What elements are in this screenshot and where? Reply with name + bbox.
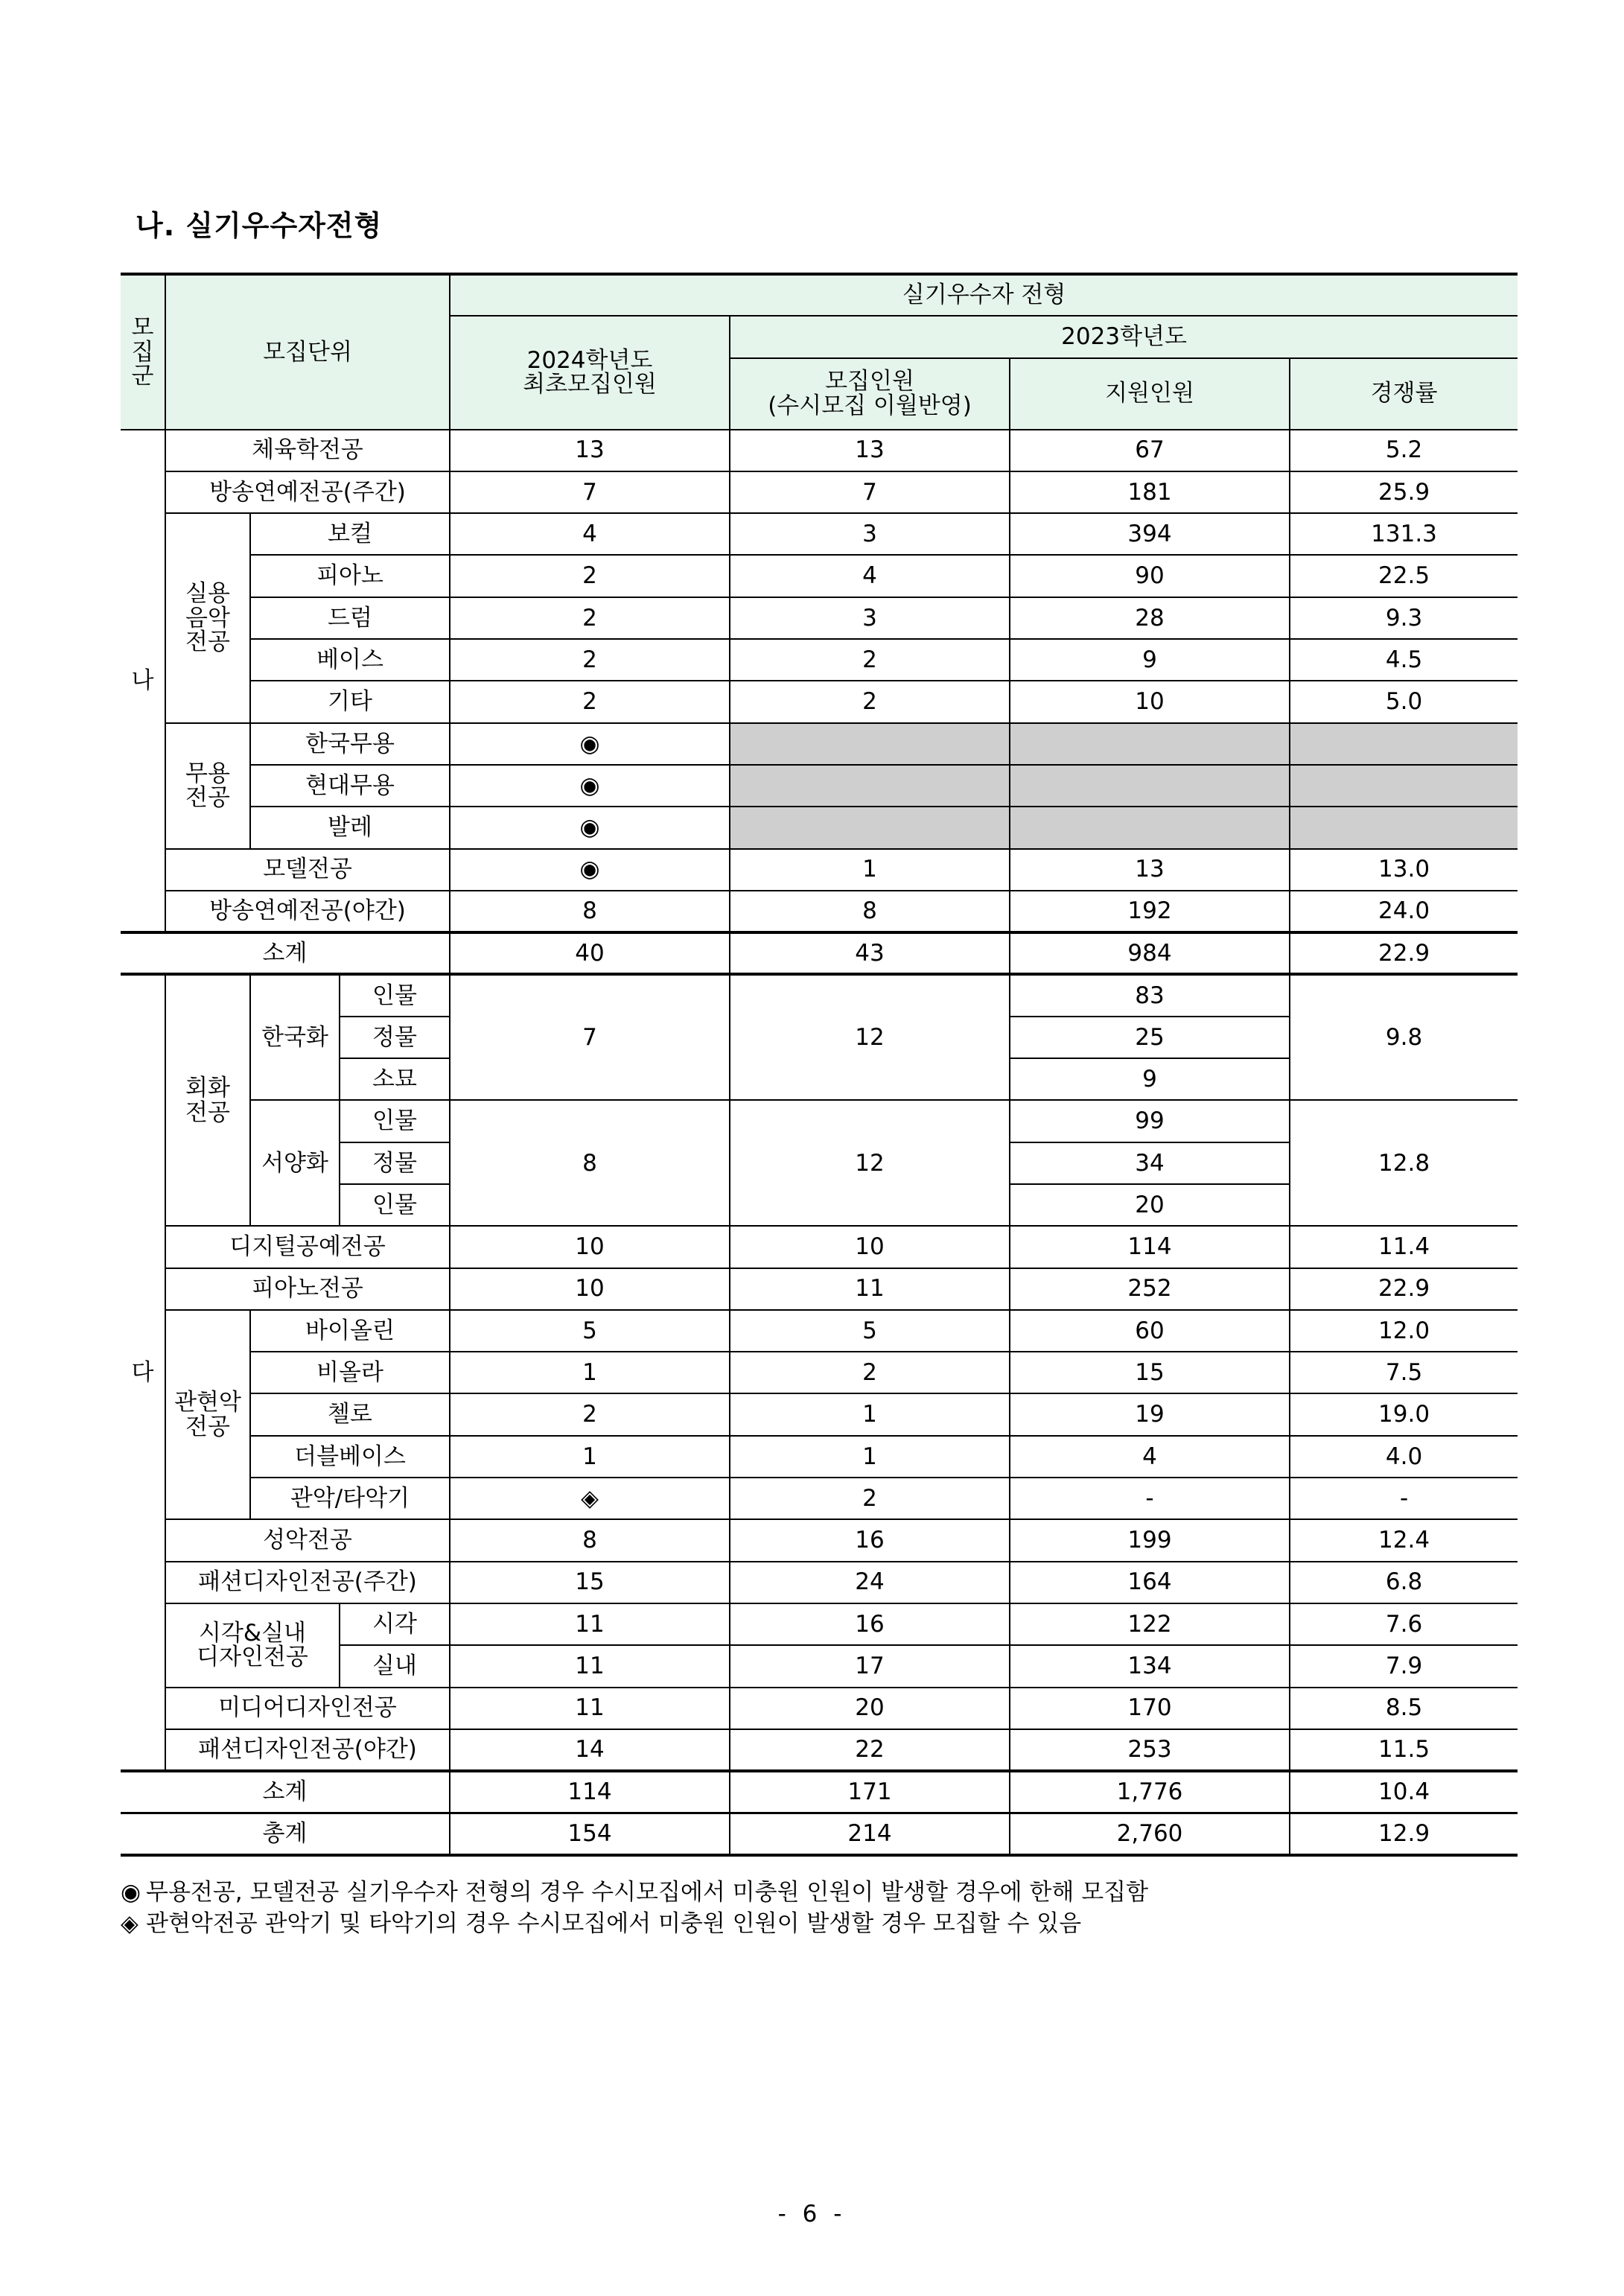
header-track: 실기우수자 전형 bbox=[450, 274, 1518, 316]
unit-name: 현대무용 bbox=[250, 765, 450, 807]
cell-recruit: 2 bbox=[730, 639, 1010, 681]
cell-ratio: 22.9 bbox=[1290, 932, 1518, 974]
cell-ratio: 9.8 bbox=[1290, 974, 1518, 1100]
cell-applicants: 15 bbox=[1010, 1352, 1290, 1393]
header-applicants: 지원인원 bbox=[1010, 358, 1290, 430]
cell-ratio: 22.9 bbox=[1290, 1268, 1518, 1310]
cell-empty bbox=[1290, 765, 1518, 807]
department-strings: 관현악 전공 bbox=[165, 1310, 250, 1519]
cell-recruit: 3 bbox=[730, 513, 1010, 555]
footnote-text: 무용전공, 모델전공 실기우수자 전형의 경우 수시모집에서 미충원 인원이 발생할 경우에 한해 모집함 bbox=[146, 1879, 1149, 1906]
table-row bbox=[121, 513, 1518, 555]
unit-name: 방송연예전공(야간) bbox=[165, 891, 450, 932]
cell-2024: 11 bbox=[450, 1645, 730, 1687]
header-recruit: 모집인원 (수시모집 이월반영) bbox=[730, 358, 1010, 430]
cell-ratio: 25.9 bbox=[1290, 471, 1518, 513]
unit-name: 인물 bbox=[340, 1184, 450, 1226]
cell-ratio: 5.2 bbox=[1290, 430, 1518, 471]
unit-name: 발레 bbox=[250, 807, 450, 848]
department-visual-interior: 시각&실내 디자인전공 bbox=[165, 1603, 340, 1688]
cell-recruit: 13 bbox=[730, 430, 1010, 471]
unit-name: 더블베이스 bbox=[250, 1436, 450, 1478]
cell-recruit: 1 bbox=[730, 1393, 1010, 1435]
footnote-1 bbox=[121, 1877, 1148, 1908]
cell-empty bbox=[1010, 765, 1290, 807]
unit-name: 미디어디자인전공 bbox=[165, 1688, 450, 1729]
table-row bbox=[121, 430, 1518, 471]
cell-2024: 40 bbox=[450, 932, 730, 974]
cell-empty bbox=[1290, 807, 1518, 848]
cell-applicants: 10 bbox=[1010, 681, 1290, 722]
sub-department-western: 서양화 bbox=[250, 1100, 340, 1226]
grand-total-row bbox=[121, 1813, 1518, 1854]
table-row bbox=[121, 1268, 1518, 1310]
cell-ratio: 24.0 bbox=[1290, 891, 1518, 932]
cell-2024: 8 bbox=[450, 1519, 730, 1561]
unit-name: 첼로 bbox=[250, 1393, 450, 1435]
department-applied-music: 실용 음악 전공 bbox=[165, 513, 250, 722]
cell-ratio: 10.4 bbox=[1290, 1771, 1518, 1813]
table-row bbox=[121, 1436, 1518, 1478]
cell-2024: 11 bbox=[450, 1603, 730, 1645]
table-row bbox=[121, 1688, 1518, 1729]
cell-recruit: 7 bbox=[730, 471, 1010, 513]
header-ratio: 경쟁률 bbox=[1290, 358, 1518, 430]
cell-ratio: - bbox=[1290, 1478, 1518, 1519]
cell-recruit: 24 bbox=[730, 1562, 1010, 1603]
cell-applicants: 192 bbox=[1010, 891, 1290, 932]
cell-applicants: 99 bbox=[1010, 1100, 1290, 1142]
cell-ratio: 6.8 bbox=[1290, 1562, 1518, 1603]
cell-ratio: 12.4 bbox=[1290, 1519, 1518, 1561]
unit-name: 방송연예전공(주간) bbox=[165, 471, 450, 513]
unit-name: 패션디자인전공(야간) bbox=[165, 1729, 450, 1771]
cell-recruit: 17 bbox=[730, 1645, 1010, 1687]
unit-name: 비올라 bbox=[250, 1352, 450, 1393]
cell-2024: 5 bbox=[450, 1310, 730, 1352]
cell-recruit: 43 bbox=[730, 932, 1010, 974]
department-dance: 무용 전공 bbox=[165, 723, 250, 849]
cell-recruit: 11 bbox=[730, 1268, 1010, 1310]
cell-empty bbox=[730, 807, 1010, 848]
cell-recruit: 214 bbox=[730, 1813, 1010, 1854]
cell-applicants: 9 bbox=[1010, 1058, 1290, 1100]
unit-name: 체육학전공 bbox=[165, 430, 450, 471]
cell-2024: 10 bbox=[450, 1268, 730, 1310]
cell-ratio: 12.8 bbox=[1290, 1100, 1518, 1226]
table-row bbox=[121, 891, 1518, 932]
cell-ratio: 8.5 bbox=[1290, 1688, 1518, 1729]
cell-recruit: 16 bbox=[730, 1603, 1010, 1645]
unit-name: 드럼 bbox=[250, 597, 450, 639]
cell-recruit: 171 bbox=[730, 1771, 1010, 1813]
cell-recruit: 3 bbox=[730, 597, 1010, 639]
cell-2024: 154 bbox=[450, 1813, 730, 1854]
cell-recruit: 12 bbox=[730, 974, 1010, 1100]
cell-2024: 2 bbox=[450, 597, 730, 639]
unit-name: 인물 bbox=[340, 1100, 450, 1142]
header-row-1 bbox=[121, 274, 1518, 316]
group-label-na: 나 bbox=[121, 430, 165, 933]
cell-2024: 114 bbox=[450, 1771, 730, 1813]
unit-name: 정물 bbox=[340, 1142, 450, 1184]
unit-name: 모델전공 bbox=[165, 849, 450, 891]
cell-2024: 13 bbox=[450, 430, 730, 471]
cell-applicants: 252 bbox=[1010, 1268, 1290, 1310]
table-row bbox=[121, 849, 1518, 891]
cell-empty bbox=[1010, 807, 1290, 848]
table-row bbox=[121, 1562, 1518, 1603]
cell-empty bbox=[730, 723, 1010, 765]
cell-2024: ◈ bbox=[450, 1478, 730, 1519]
cell-ratio: 7.9 bbox=[1290, 1645, 1518, 1687]
table-row bbox=[121, 1352, 1518, 1393]
page-number: - 6 - bbox=[777, 2201, 847, 2227]
cell-applicants: 984 bbox=[1010, 932, 1290, 974]
unit-name: 보컬 bbox=[250, 513, 450, 555]
unit-name: 실내 bbox=[340, 1645, 450, 1687]
cell-2024: ◉ bbox=[450, 765, 730, 807]
table-row bbox=[121, 974, 1518, 1016]
cell-applicants: 199 bbox=[1010, 1519, 1290, 1561]
cell-2024: 1 bbox=[450, 1352, 730, 1393]
table-row bbox=[121, 681, 1518, 722]
cell-recruit: 10 bbox=[730, 1226, 1010, 1268]
table-row bbox=[121, 1603, 1518, 1645]
table-row bbox=[121, 1393, 1518, 1435]
cell-2024: 7 bbox=[450, 471, 730, 513]
total-label: 총계 bbox=[121, 1813, 450, 1854]
table-row bbox=[121, 807, 1518, 848]
cell-applicants: 13 bbox=[1010, 849, 1290, 891]
unit-name: 기타 bbox=[250, 681, 450, 722]
cell-ratio: 12.0 bbox=[1290, 1310, 1518, 1352]
unit-name: 바이올린 bbox=[250, 1310, 450, 1352]
table-row bbox=[121, 765, 1518, 807]
circled-dot-icon: ◉ bbox=[121, 1879, 141, 1906]
cell-recruit: 2 bbox=[730, 1352, 1010, 1393]
cell-2024: ◉ bbox=[450, 807, 730, 848]
header-unit: 모집단위 bbox=[165, 274, 450, 430]
cell-ratio: 9.3 bbox=[1290, 597, 1518, 639]
admission-table bbox=[121, 273, 1518, 1857]
table-row bbox=[121, 639, 1518, 681]
cell-2024: 2 bbox=[450, 555, 730, 597]
table-row bbox=[121, 597, 1518, 639]
cell-ratio: 11.5 bbox=[1290, 1729, 1518, 1771]
cell-applicants: 1,776 bbox=[1010, 1771, 1290, 1813]
cell-recruit: 8 bbox=[730, 891, 1010, 932]
cell-applicants: 122 bbox=[1010, 1603, 1290, 1645]
cell-2024: 15 bbox=[450, 1562, 730, 1603]
cell-2024: 2 bbox=[450, 639, 730, 681]
cell-ratio: 4.5 bbox=[1290, 639, 1518, 681]
unit-name: 피아노 bbox=[250, 555, 450, 597]
footnotes bbox=[121, 1877, 1148, 1939]
subtotal-row-da bbox=[121, 1771, 1518, 1813]
header-2023: 2023학년도 bbox=[730, 316, 1518, 357]
cell-applicants: 170 bbox=[1010, 1688, 1290, 1729]
cell-empty bbox=[1010, 723, 1290, 765]
cell-applicants: - bbox=[1010, 1478, 1290, 1519]
table-row bbox=[121, 555, 1518, 597]
cell-applicants: 181 bbox=[1010, 471, 1290, 513]
unit-name: 베이스 bbox=[250, 639, 450, 681]
cell-applicants: 9 bbox=[1010, 639, 1290, 681]
table-row bbox=[121, 723, 1518, 765]
cell-applicants: 28 bbox=[1010, 597, 1290, 639]
cell-recruit: 5 bbox=[730, 1310, 1010, 1352]
cell-2024: 7 bbox=[450, 974, 730, 1100]
group-label-da: 다 bbox=[121, 974, 165, 1771]
cell-recruit: 16 bbox=[730, 1519, 1010, 1561]
header-group: 모 집 군 bbox=[121, 274, 165, 430]
unit-name: 성악전공 bbox=[165, 1519, 450, 1561]
cell-recruit: 22 bbox=[730, 1729, 1010, 1771]
cell-applicants: 34 bbox=[1010, 1142, 1290, 1184]
table-row bbox=[121, 1478, 1518, 1519]
cell-applicants: 394 bbox=[1010, 513, 1290, 555]
cell-applicants: 67 bbox=[1010, 430, 1290, 471]
unit-name: 피아노전공 bbox=[165, 1268, 450, 1310]
cell-recruit: 2 bbox=[730, 681, 1010, 722]
department-painting: 회화 전공 bbox=[165, 974, 250, 1226]
cell-2024: 2 bbox=[450, 1393, 730, 1435]
cell-ratio: 7.6 bbox=[1290, 1603, 1518, 1645]
subtotal-label: 소계 bbox=[121, 932, 450, 974]
cell-applicants: 253 bbox=[1010, 1729, 1290, 1771]
sub-department-korean: 한국화 bbox=[250, 974, 340, 1100]
cell-applicants: 25 bbox=[1010, 1017, 1290, 1058]
diamond-dot-icon: ◈ bbox=[121, 1910, 138, 1937]
cell-recruit: 12 bbox=[730, 1100, 1010, 1226]
table-row bbox=[121, 1310, 1518, 1352]
unit-name: 정물 bbox=[340, 1017, 450, 1058]
cell-recruit: 4 bbox=[730, 555, 1010, 597]
cell-applicants: 114 bbox=[1010, 1226, 1290, 1268]
footnote-text: 관현악전공 관악기 및 타악기의 경우 수시모집에서 미충원 인원이 발생할 경우 모집할 수 있음 bbox=[146, 1910, 1082, 1937]
unit-name: 인물 bbox=[340, 974, 450, 1016]
cell-2024: 11 bbox=[450, 1688, 730, 1729]
cell-2024: ◉ bbox=[450, 723, 730, 765]
cell-ratio: 7.5 bbox=[1290, 1352, 1518, 1393]
cell-empty bbox=[730, 765, 1010, 807]
cell-ratio: 131.3 bbox=[1290, 513, 1518, 555]
footnote-2 bbox=[121, 1908, 1148, 1939]
cell-2024: 10 bbox=[450, 1226, 730, 1268]
cell-applicants: 60 bbox=[1010, 1310, 1290, 1352]
section-heading: 나. 실기우수자전형 bbox=[136, 209, 383, 242]
cell-2024: 8 bbox=[450, 891, 730, 932]
cell-ratio: 13.0 bbox=[1290, 849, 1518, 891]
header-2024: 2024학년도 최초모집인원 bbox=[450, 316, 730, 429]
cell-ratio: 22.5 bbox=[1290, 555, 1518, 597]
cell-applicants: 19 bbox=[1010, 1393, 1290, 1435]
unit-name: 한국무용 bbox=[250, 723, 450, 765]
table-row bbox=[121, 1226, 1518, 1268]
cell-applicants: 164 bbox=[1010, 1562, 1290, 1603]
unit-name: 소묘 bbox=[340, 1058, 450, 1100]
unit-name: 패션디자인전공(주간) bbox=[165, 1562, 450, 1603]
cell-ratio: 12.9 bbox=[1290, 1813, 1518, 1854]
cell-2024: 2 bbox=[450, 681, 730, 722]
cell-recruit: 1 bbox=[730, 1436, 1010, 1478]
cell-applicants: 90 bbox=[1010, 555, 1290, 597]
cell-applicants: 20 bbox=[1010, 1184, 1290, 1226]
unit-name: 관악/타악기 bbox=[250, 1478, 450, 1519]
table-row bbox=[121, 1519, 1518, 1561]
cell-ratio: 11.4 bbox=[1290, 1226, 1518, 1268]
subtotal-row-na bbox=[121, 932, 1518, 974]
cell-2024: 8 bbox=[450, 1100, 730, 1226]
cell-2024: 4 bbox=[450, 513, 730, 555]
cell-applicants: 134 bbox=[1010, 1645, 1290, 1687]
cell-recruit: 1 bbox=[730, 849, 1010, 891]
cell-applicants: 83 bbox=[1010, 974, 1290, 1016]
cell-recruit: 2 bbox=[730, 1478, 1010, 1519]
table-row bbox=[121, 471, 1518, 513]
cell-applicants: 2,760 bbox=[1010, 1813, 1290, 1854]
table-row bbox=[121, 1729, 1518, 1771]
cell-ratio: 5.0 bbox=[1290, 681, 1518, 722]
cell-empty bbox=[1290, 723, 1518, 765]
unit-name: 디지털공예전공 bbox=[165, 1226, 450, 1268]
cell-2024: 1 bbox=[450, 1436, 730, 1478]
cell-2024: ◉ bbox=[450, 849, 730, 891]
cell-recruit: 20 bbox=[730, 1688, 1010, 1729]
table-row bbox=[121, 1100, 1518, 1142]
cell-ratio: 19.0 bbox=[1290, 1393, 1518, 1435]
unit-name: 시각 bbox=[340, 1603, 450, 1645]
cell-applicants: 4 bbox=[1010, 1436, 1290, 1478]
cell-2024: 14 bbox=[450, 1729, 730, 1771]
cell-ratio: 4.0 bbox=[1290, 1436, 1518, 1478]
subtotal-label: 소계 bbox=[121, 1771, 450, 1813]
